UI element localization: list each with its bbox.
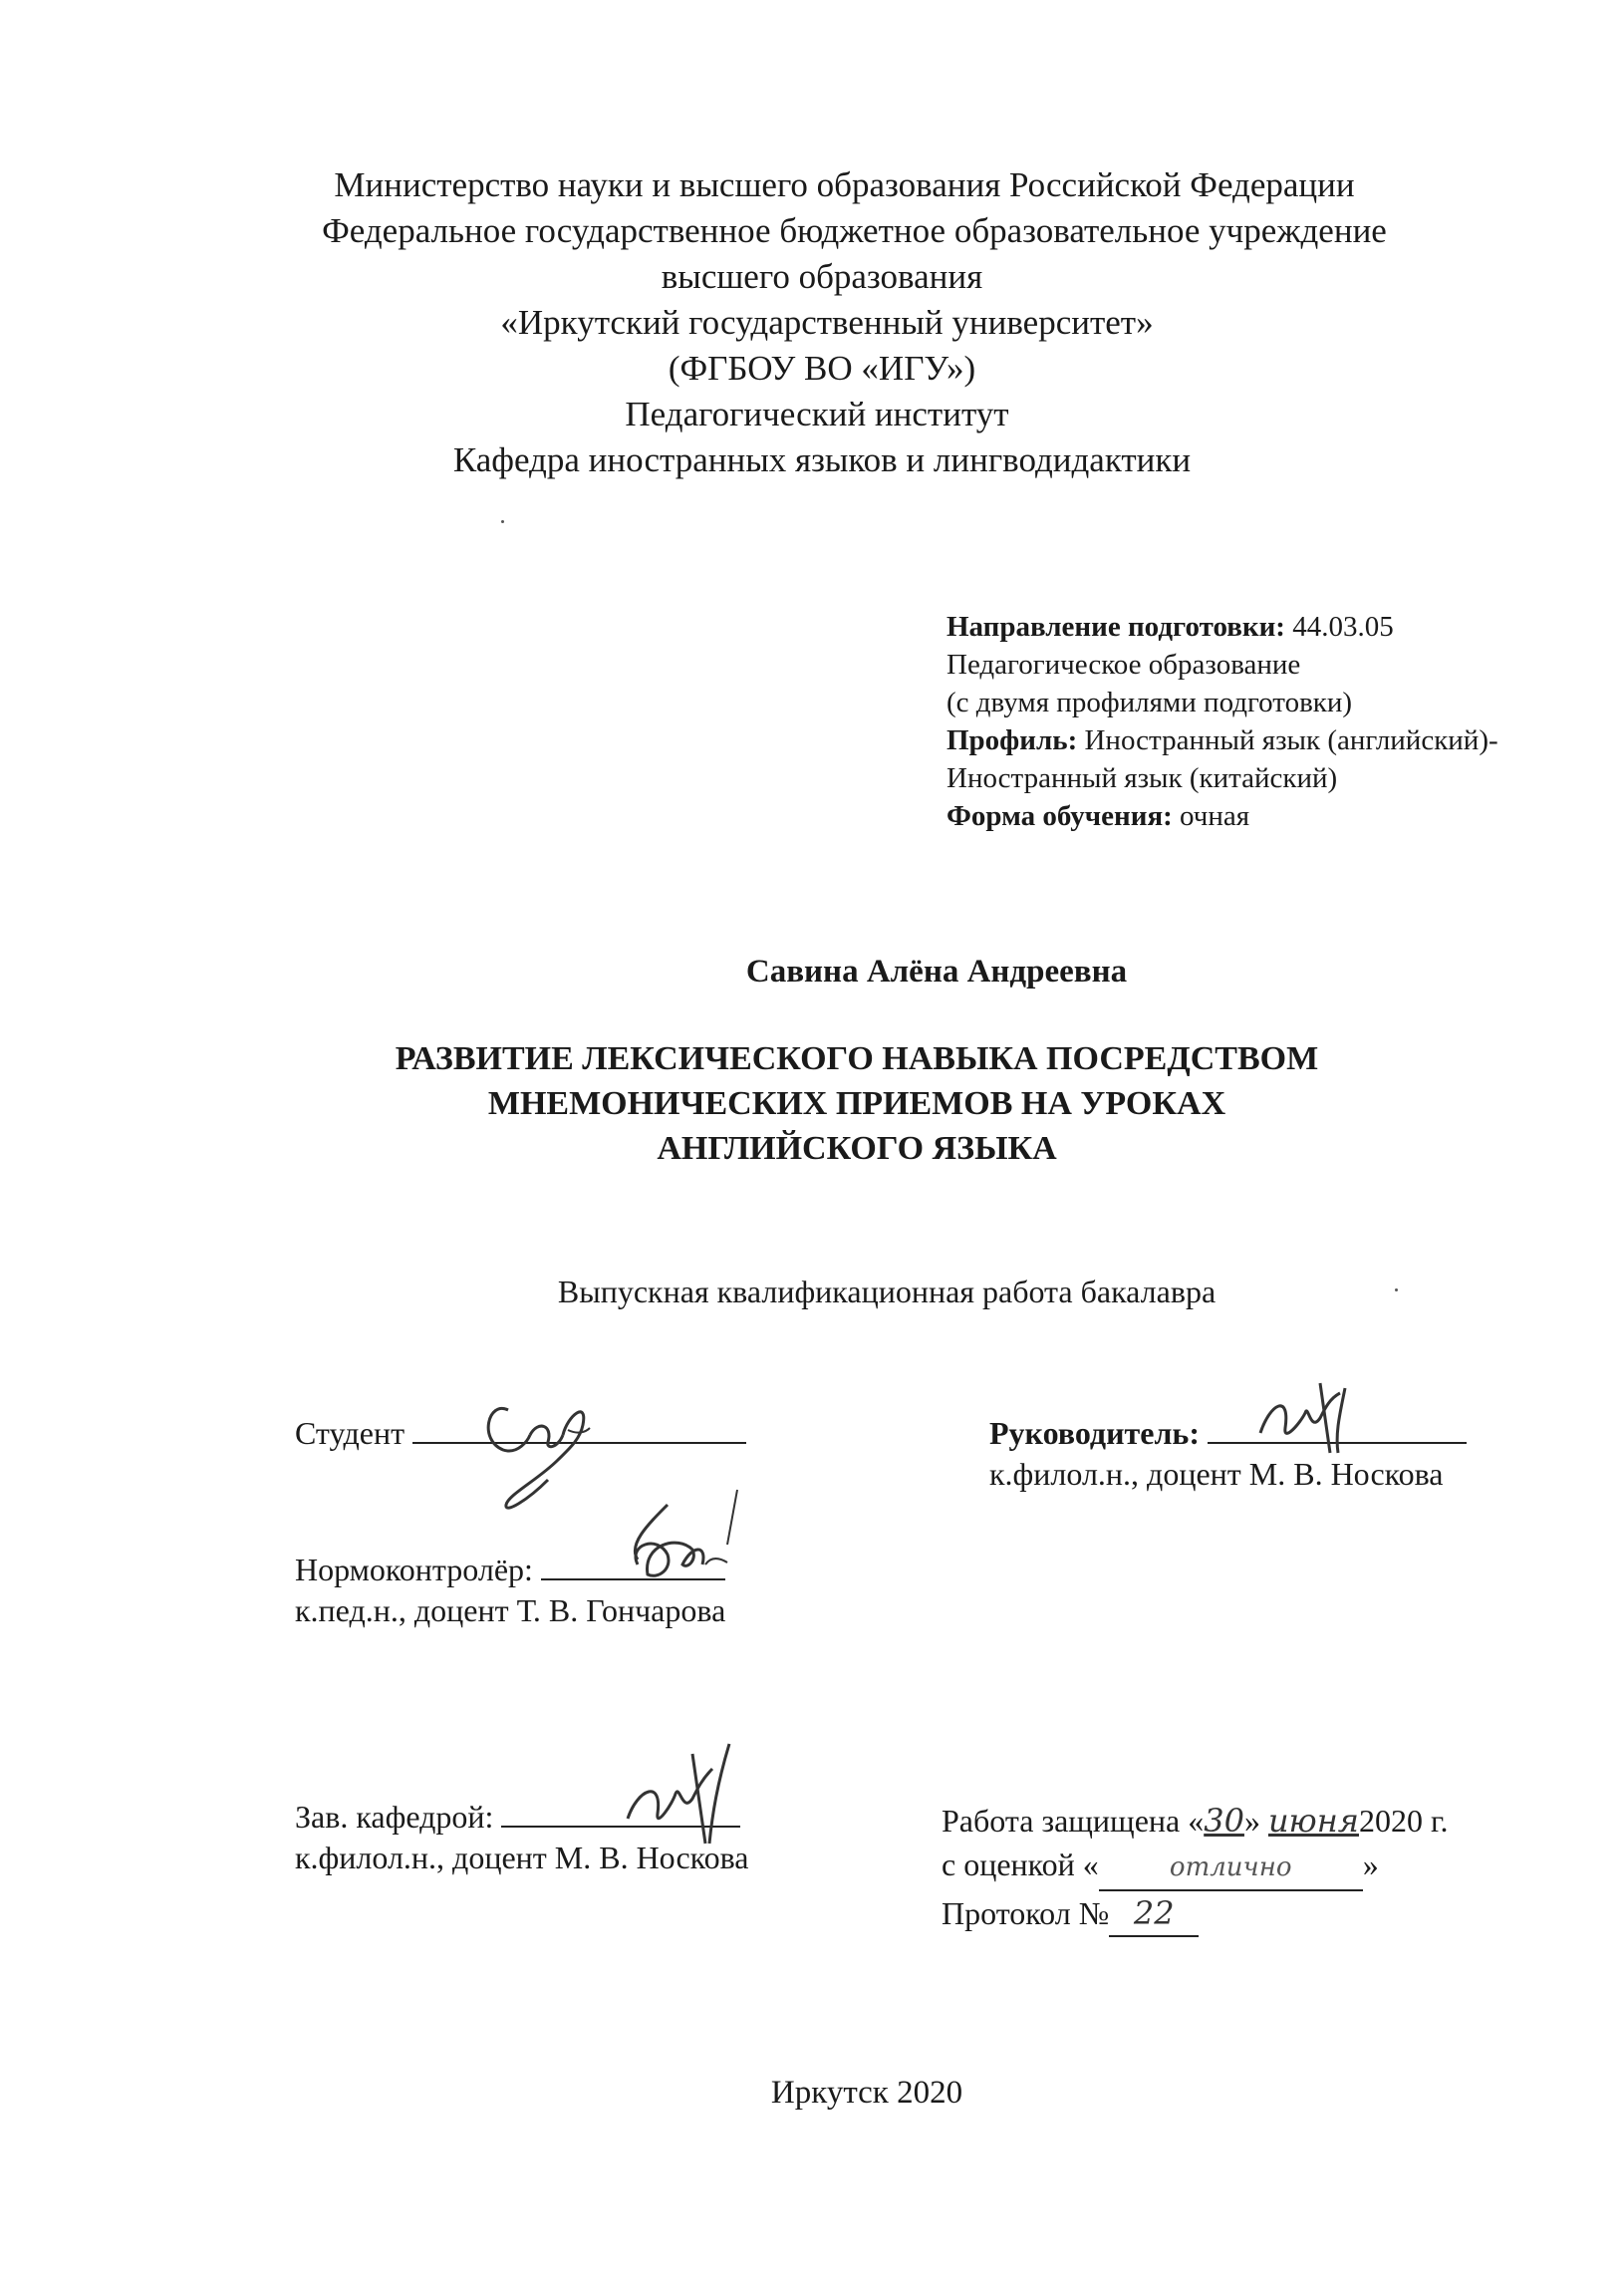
department-name: Кафедра иностранных языков и лингводидактики (452, 440, 1192, 479)
head-signature-line (501, 1825, 740, 1828)
normcontrol-name: к.пед.н., доцент Т. В. Гончарова (295, 1592, 726, 1628)
defense-day: 30 (1204, 1802, 1244, 1840)
direction-note: (с двумя профилями подготовки) (947, 687, 1353, 718)
student-signature-line (412, 1441, 746, 1444)
profile-value-1: Иностранный язык (английский)- (1084, 724, 1498, 756)
protocol-line (942, 1891, 1449, 1937)
form-label: Форма обучения: (947, 800, 1173, 832)
work-type: Выпускная квалификационная работа бакалавра (557, 1274, 1217, 1309)
normcontrol-signature-line (541, 1577, 725, 1580)
defense-year: 2020 г. (1358, 1803, 1449, 1839)
form-line (947, 797, 1584, 835)
thesis-title (0, 1036, 1624, 1171)
protocol-label: Протокол № (942, 1895, 1110, 1931)
city-year: Иркутск 2020 (770, 2075, 963, 2111)
head-name: к.филол.н., доцент М. В. Носкова (295, 1840, 749, 1875)
grade-value: отлично (1099, 1846, 1363, 1891)
supervisor-signature-line (1208, 1441, 1467, 1444)
grade-prefix: с оценкой « (942, 1847, 1099, 1882)
study-specification (947, 608, 1584, 835)
university-abbrev: (ФГБОУ ВО «ИГУ») (668, 349, 976, 388)
form-value: очная (1180, 800, 1250, 832)
defense-month: июня (1267, 1802, 1359, 1840)
normcontrol-label: Нормоконтролёр: (295, 1552, 533, 1587)
profile-line (947, 721, 1584, 759)
university-name: «Иркутский государственный университет» (500, 303, 1154, 342)
defense-block (942, 1799, 1449, 1937)
direction-name: Педагогическое образование (947, 649, 1301, 681)
direction-label: Направление подготовки: (947, 611, 1285, 643)
head-label: Зав. кафедрой: (295, 1799, 494, 1835)
title-line-3: АНГЛИЙСКОГО ЯЗЫКА (657, 1130, 1057, 1167)
supervisor-label: Руководитель: (989, 1415, 1200, 1451)
profile-value-2: Иностранный язык (китайский) (947, 762, 1338, 794)
title-line-2: МНЕМОНИЧЕСКИХ ПРИЕМОВ НА УРОКАХ (487, 1085, 1226, 1122)
institution-type-line: Федеральное государственное бюджетное образовательное учреждение (322, 211, 1387, 250)
student-label: Студент (295, 1415, 406, 1451)
institution-header (0, 162, 1624, 483)
author-name: Савина Алёна Андреевна (745, 954, 1128, 990)
student-signature-block (295, 1415, 746, 1452)
direction-line (947, 608, 1584, 646)
scan-speck (501, 520, 504, 523)
defense-prefix: Работа защищена « (942, 1803, 1205, 1839)
institute-name: Педагогический институт (625, 395, 1009, 433)
normcontrol-signature-block (295, 1552, 725, 1629)
institution-type-line-2: высшего образования (661, 257, 983, 296)
supervisor-signature-block (989, 1415, 1467, 1493)
supervisor-name: к.филол.н., доцент М. В. Носкова (989, 1456, 1444, 1492)
defense-grade-line (942, 1843, 1449, 1891)
direction-code: 44.03.05 (1292, 611, 1394, 643)
ministry-line: Министерство науки и высшего образования Российской Федерации (334, 165, 1355, 204)
head-signature-block (295, 1799, 748, 1876)
profile-label: Профиль: (947, 724, 1078, 756)
grade-suffix: » (1362, 1847, 1379, 1882)
defense-middle: » (1243, 1803, 1268, 1839)
protocol-number: 22 (1109, 1891, 1199, 1937)
defense-date-line (942, 1799, 1449, 1843)
title-line-1: РАЗВИТИЕ ЛЕКСИЧЕСКОГО НАВЫКА ПОСРЕДСТВОМ (395, 1040, 1319, 1077)
